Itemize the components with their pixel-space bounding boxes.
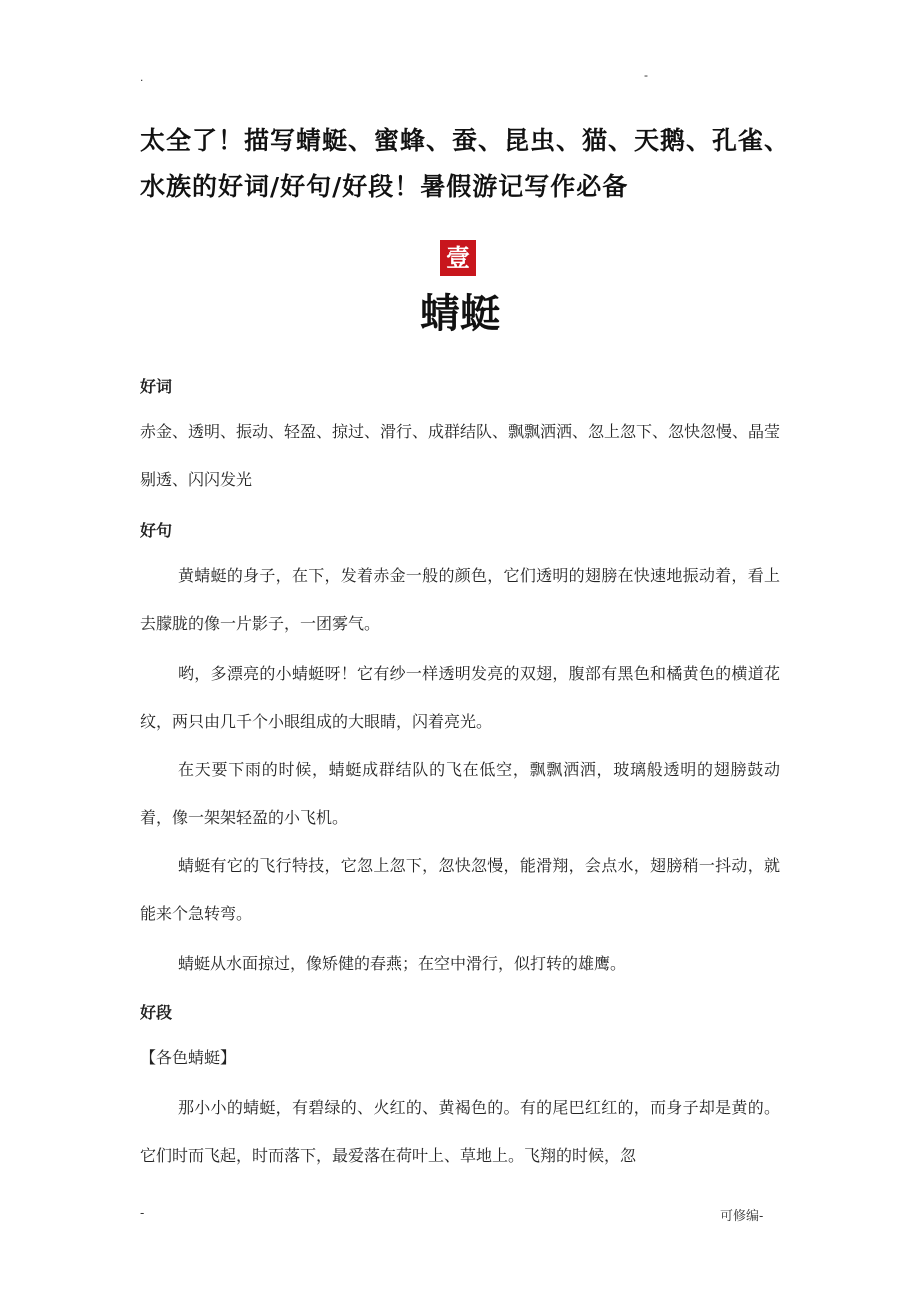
good-words-label: 好词 — [140, 377, 173, 396]
header-right-mark: - — [644, 68, 648, 82]
article-title: 太全了！描写蜻蜓、蜜蜂、蚕、昆虫、猫、天鹅、孔雀、水族的好词/好句/好段！暑假游记写作必备 — [140, 126, 791, 201]
sentence-2: 哟，多漂亮的小蜻蜓呀！它有纱一样透明发亮的双翅，腹部有黑色和橘黄色的横道花纹，两只由几千个小眼组成的大眼睛，闪着亮光。 — [140, 664, 780, 731]
good-paragraphs-label: 好段 — [140, 1003, 173, 1022]
sentence-4: 蜻蜓有它的飞行特技，它忽上忽下，忽快忽慢，能滑翔，会点水，翅膀稍一抖动，就能来个急转弯。 — [140, 856, 780, 923]
sentence-3: 在天要下雨的时候，蜻蜓成群结队的飞在低空，飘飘洒洒，玻璃般透明的翅膀鼓动着，像一架架轻盈的小飞机。 — [140, 760, 780, 827]
good-words-text: 赤金、透明、振动、轻盈、掠过、滑行、成群结队、飘飘洒洒、忽上忽下、忽快忽慢、晶莹剔透、闪闪发光 — [140, 422, 781, 489]
sentence-5: 蜻蜓从水面掠过，像矫健的春燕；在空中滑行，似打转的雄鹰。 — [178, 954, 627, 973]
section-title: 蜻蜓 — [420, 291, 500, 337]
paragraph-subheading: 【各色蜻蜓】 — [140, 1048, 237, 1067]
footer-left-mark: - — [140, 1205, 145, 1220]
footer-editable-note: 可修编- — [720, 1208, 764, 1223]
paragraph-text: 那小小的蜻蜓，有碧绿的、火红的、黄褐色的。有的尾巴红红的，而身子却是黄的。它们时而飞起，时而落下，最爱落在荷叶上、草地上。飞翔的时候，忽 — [140, 1098, 780, 1165]
header-left-mark: . — [140, 70, 144, 84]
sentence-1: 黄蜻蜓的身子，在下，发着赤金一般的颜色，它们透明的翅膀在快速地振动着，看上去朦胧的像一片影子，一团雾气。 — [140, 566, 780, 633]
section-number-badge: 壹 — [440, 240, 476, 276]
good-sentences-label: 好句 — [140, 521, 173, 540]
